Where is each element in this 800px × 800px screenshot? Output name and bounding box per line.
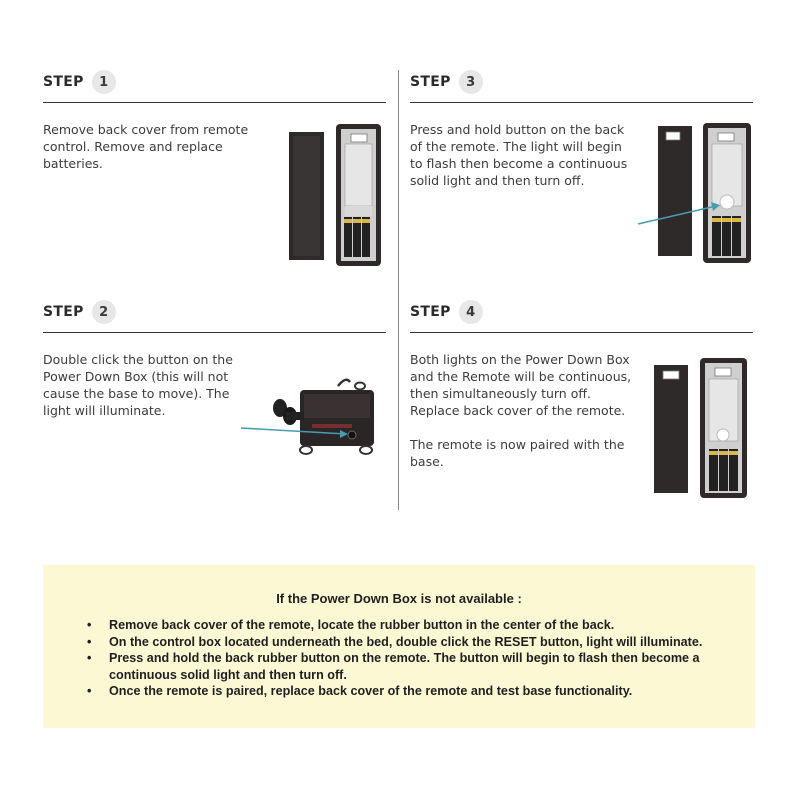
step-3-number-badge: 3 (459, 70, 483, 94)
step-1-text (43, 121, 258, 172)
remote-back-cover (658, 126, 692, 256)
step-4-label: STEP (410, 304, 451, 320)
remote-close-illustration (650, 355, 750, 501)
list-item: • Press and hold the back rubber button on the remote. The button will begin to flash then become a continuous solid light and then turn off. (87, 651, 700, 682)
step-4-number-badge: 4 (459, 300, 483, 324)
step-3-paragraph: Press and hold button on the back of the remote. The light will begin to flash then become a continuous solid light and then turn off. (410, 122, 628, 188)
remote-button-illustration (636, 120, 756, 266)
step-3-header (410, 68, 753, 96)
step-4-paragraph-2: The remote is now paired with the base. (410, 437, 625, 469)
notice-title: If the Power Down Box is not available : (276, 591, 522, 606)
step-4-rule (410, 332, 753, 333)
list-item: • On the control box located underneath the bed, double click the RESET button, light will illuminate. (87, 634, 703, 649)
rubber-button-icon (720, 195, 734, 209)
step-1-paragraph: Remove back cover from remote control. Remove and replace batteries. (43, 122, 249, 171)
remote-open-illustration (285, 120, 385, 268)
step-4-text (410, 351, 636, 470)
notice-box (43, 565, 755, 728)
battery-icon (709, 449, 738, 491)
step-1-header (43, 68, 386, 96)
battery-icon (712, 216, 741, 256)
step-4-header (410, 298, 753, 326)
step-3-label: STEP (410, 74, 451, 90)
step-3-text (410, 121, 630, 189)
step-2-number-badge: 2 (92, 300, 116, 324)
step-4-paragraph-1: Both lights on the Power Down Box and the Remote will be continuous, then simultaneously turn off. Replace back cover of the remote. (410, 352, 632, 418)
battery-icon (344, 217, 370, 257)
step-2-text (43, 351, 248, 419)
column-divider (398, 70, 399, 510)
step-2-paragraph: Double click the button on the Power Down Box (this will not cause the base to move). The light will illuminate. (43, 352, 233, 418)
bullet-icon: • (87, 618, 92, 632)
step-2-label: STEP (43, 304, 84, 320)
list-item: • Remove back cover of the remote, locate the rubber button in the center of the back. (87, 618, 615, 632)
reset-button-icon (348, 431, 356, 439)
bullet-icon: • (87, 684, 92, 698)
power-down-box (300, 383, 374, 455)
step-1-label: STEP (43, 74, 84, 90)
step-1-number-badge: 1 (92, 70, 116, 94)
notice-list (87, 617, 737, 700)
step-2-header (43, 298, 386, 326)
remote-back-cover (654, 365, 688, 493)
bullet-icon: • (87, 634, 92, 649)
power-down-box-illustration (238, 372, 383, 462)
list-item: • Once the remote is paired, replace back cover of the remote and test base functionality. (87, 684, 633, 698)
step-3-rule (410, 102, 753, 103)
step-2-rule (43, 332, 386, 333)
step-1-rule (43, 102, 386, 103)
connector-plugs (273, 399, 304, 425)
bullet-icon: • (87, 651, 92, 665)
